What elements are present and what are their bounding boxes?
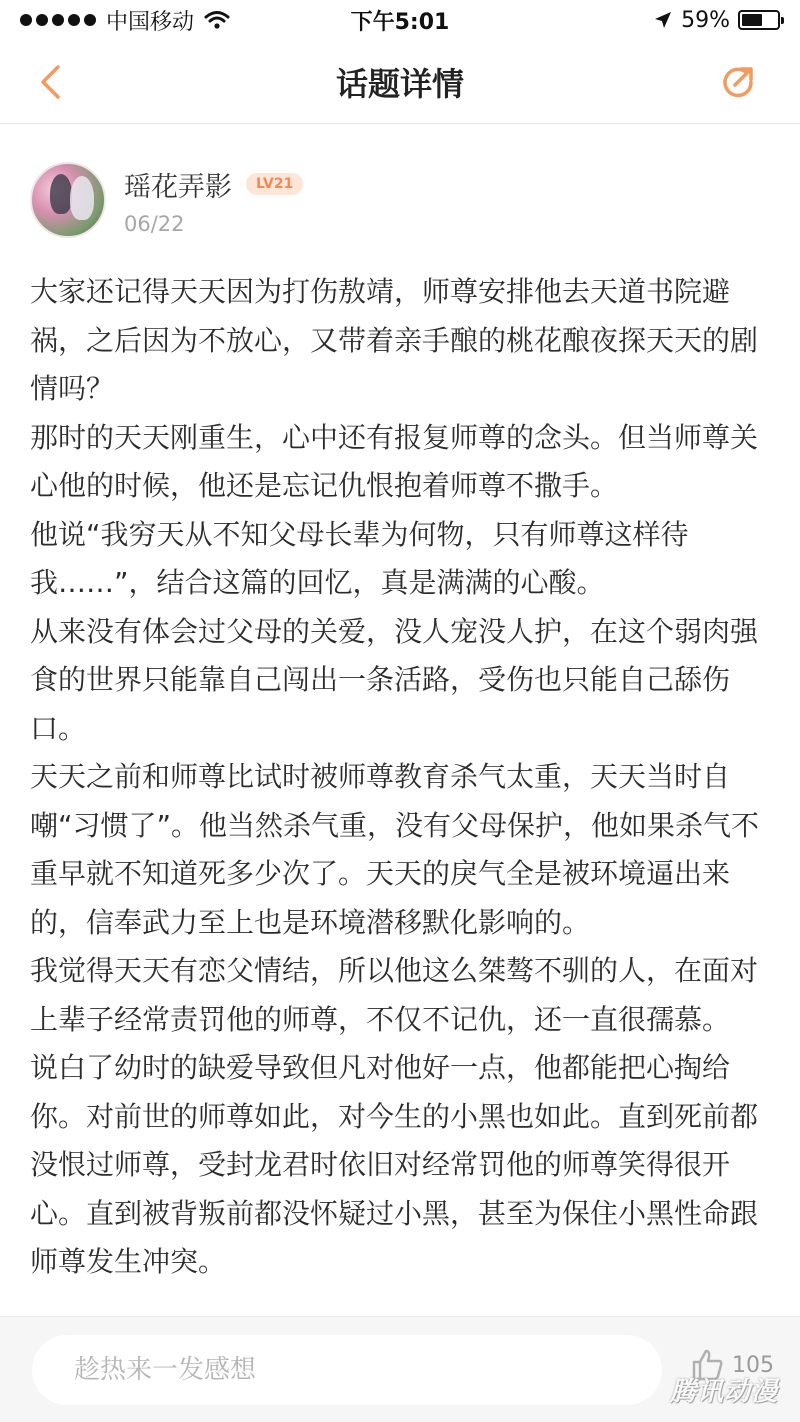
status-time: 下午5:01 [350, 9, 450, 35]
share-icon [720, 64, 756, 100]
battery-icon [738, 10, 780, 30]
post-paragraph: 那时的天天刚重生，心中还有报复师尊的念头。但当师尊关心他的时候，他还是忘记仇恨抱着师尊不撒手。 [30, 420, 759, 502]
wifi-icon [204, 10, 230, 30]
status-bar [0, 0, 800, 40]
share-button[interactable] [716, 60, 760, 104]
post-paragraph: 我觉得天天有恋父情结，所以他这么桀骜不驯的人，在面对上辈子经常责罚他的师尊，不仅不记仇，还一直很孺慕。 [30, 954, 759, 1036]
author-info [124, 165, 303, 236]
comment-input[interactable] [32, 1335, 662, 1405]
nav-bar [0, 40, 800, 124]
post-paragraph: 他说“我穷天从不知父母长辈为何物，只有师尊这样待我……”，结合这篇的回忆，真是满满的心酸。 [30, 517, 689, 599]
status-right [653, 8, 780, 33]
avatar[interactable] [30, 162, 106, 238]
back-button[interactable] [30, 62, 70, 102]
location-arrow-icon [653, 10, 673, 30]
level-badge: LV21 [246, 173, 303, 195]
page-title: 话题详情 [335, 64, 464, 103]
status-left [20, 5, 230, 36]
battery-percent: 59% [681, 7, 730, 33]
carrier-name: 中国移动 [106, 9, 195, 35]
author-header [30, 162, 303, 238]
battery-fill [742, 14, 762, 26]
chevron-left-icon [38, 64, 62, 100]
post-paragraph: 大家还记得天天因为打伤敖靖，师尊安排他去天道书院避祸，之后因为不放心，又带着亲手酿的桃花酿夜探天天的剧情吗？ [30, 275, 759, 405]
signal-dots-icon [20, 14, 96, 26]
post-content [30, 268, 772, 1320]
post-date: 06/22 [124, 211, 185, 236]
post-paragraph: 从来没有体会过父母的关爱，没人宠没人护，在这个弱肉强食的世界只能靠自己闯出一条活路，受伤也只能自己舔伤口。 [30, 614, 759, 745]
watermark-logo: 腾讯动漫 [669, 1377, 778, 1407]
like-count: 105 [732, 1352, 774, 1378]
post-paragraph: 说白了幼时的缺爱导致但凡对他好一点，他都能把心掏给你。对前世的师尊如此，对今生的小黑也如此。直到死前都没恨过师尊，受封龙君时依旧对经常罚他的师尊笑得很开心。直到被背叛前都没怀疑过小黑，甚至为保住小黑性命跟师尊发生冲突。 [30, 1051, 759, 1278]
author-row [124, 165, 303, 204]
post-paragraph: 天天之前和师尊比试时被师尊教育杀气太重，天天当时自嘲“习惯了”。他当然杀气重，没有父母保护，他如果杀气不重早就不知道死多少次了。天天的戾气全是被环境逼出来的，信奉武力至上也是环境潜移默化影响的。 [30, 760, 760, 939]
author-name[interactable]: 瑶花弄影 [124, 171, 232, 203]
bottom-bar [0, 1316, 800, 1422]
